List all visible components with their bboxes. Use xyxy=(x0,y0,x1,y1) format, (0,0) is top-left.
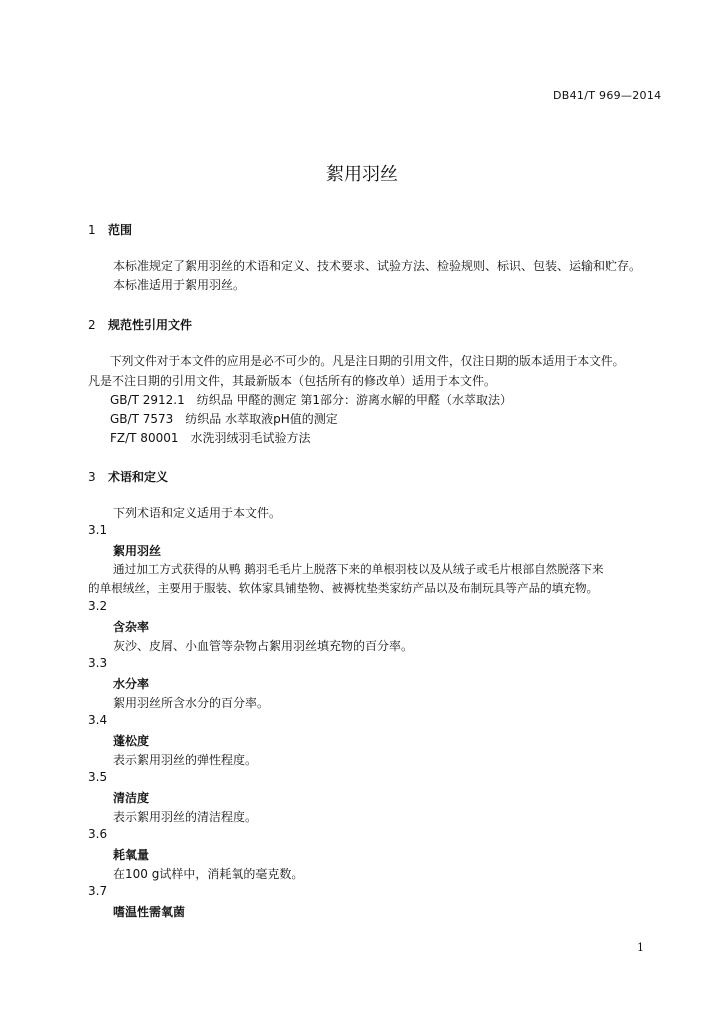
term-number: 3.7 xyxy=(88,884,108,898)
term-name: 蓬松度 xyxy=(113,734,150,748)
section-number: 1 xyxy=(88,223,96,237)
paragraph: 本标准规定了絮用羽丝的术语和定义、技术要求、试验方法、检验规则、标识、包装、运输和贮存。 xyxy=(113,259,642,273)
term-number: 3.6 xyxy=(88,827,108,841)
term-definition: 在100 g试样中，消耗氧的毫克数。 xyxy=(113,867,304,881)
section-number: 3 xyxy=(88,470,96,484)
section-1-heading xyxy=(88,221,132,238)
term-definition: 的单根绒丝，主要用于服装、软体家具铺垫物、被褥枕垫类家纺产品以及布制玩具等产品的填充物。 xyxy=(88,581,599,595)
term-definition: 通过加工方式获得的从鸭 鹅羽毛毛片上脱落下来的单根羽枝以及从绒子或毛片根部自然脱落下来 xyxy=(113,562,604,576)
term-definition: 絮用羽丝所含水分的百分率。 xyxy=(113,696,270,710)
paragraph: 本标准适用于絮用羽丝。 xyxy=(113,278,246,292)
term-name: 清洁度 xyxy=(113,791,150,805)
term-name: 嗜温性需氧菌 xyxy=(113,905,186,919)
section-2-heading xyxy=(88,316,192,333)
reference-item: FZ/T 80001 水洗羽绒羽毛试验方法 xyxy=(110,431,311,445)
document-title: 絮用羽丝 xyxy=(326,164,398,185)
section-title: 范围 xyxy=(108,223,133,237)
term-name: 含杂率 xyxy=(113,620,150,634)
term-definition: 表示絮用羽丝的清洁程度。 xyxy=(113,810,258,824)
term-name: 絮用羽丝 xyxy=(113,544,162,558)
term-number: 3.4 xyxy=(88,713,108,727)
term-number: 3.2 xyxy=(88,599,108,613)
paragraph: 下列文件对于本文件的应用是必不可少的。凡是注日期的引用文件，仅注日期的版本适用于本文件。 xyxy=(110,354,625,368)
term-definition: 灰沙、皮屑、小血管等杂物占絮用羽丝填充物的百分率。 xyxy=(113,639,414,653)
term-name: 耗氧量 xyxy=(113,848,150,862)
term-number: 3.5 xyxy=(88,770,108,784)
paragraph: 下列术语和定义适用于本文件。 xyxy=(113,506,282,520)
section-title: 术语和定义 xyxy=(108,470,169,484)
section-number: 2 xyxy=(88,318,96,332)
term-number: 3.1 xyxy=(88,523,108,537)
section-3-heading xyxy=(88,468,168,485)
term-number: 3.3 xyxy=(88,656,108,670)
section-title: 规范性引用文件 xyxy=(108,318,193,332)
paragraph: 凡是不注日期的引用文件，其最新版本（包括所有的修改单）适用于本文件。 xyxy=(88,374,497,388)
page-number: 1 xyxy=(637,941,644,954)
standard-code: DB41/T 969—2014 xyxy=(553,89,662,102)
reference-item: GB/T 7573 纺织品 水萃取液pH值的测定 xyxy=(110,412,338,426)
reference-item: GB/T 2912.1 纺织品 甲醛的测定 第1部分：游离水解的甲醛（水萃取法） xyxy=(110,393,512,407)
term-name: 水分率 xyxy=(113,677,150,691)
term-definition: 表示絮用羽丝的弹性程度。 xyxy=(113,753,258,767)
